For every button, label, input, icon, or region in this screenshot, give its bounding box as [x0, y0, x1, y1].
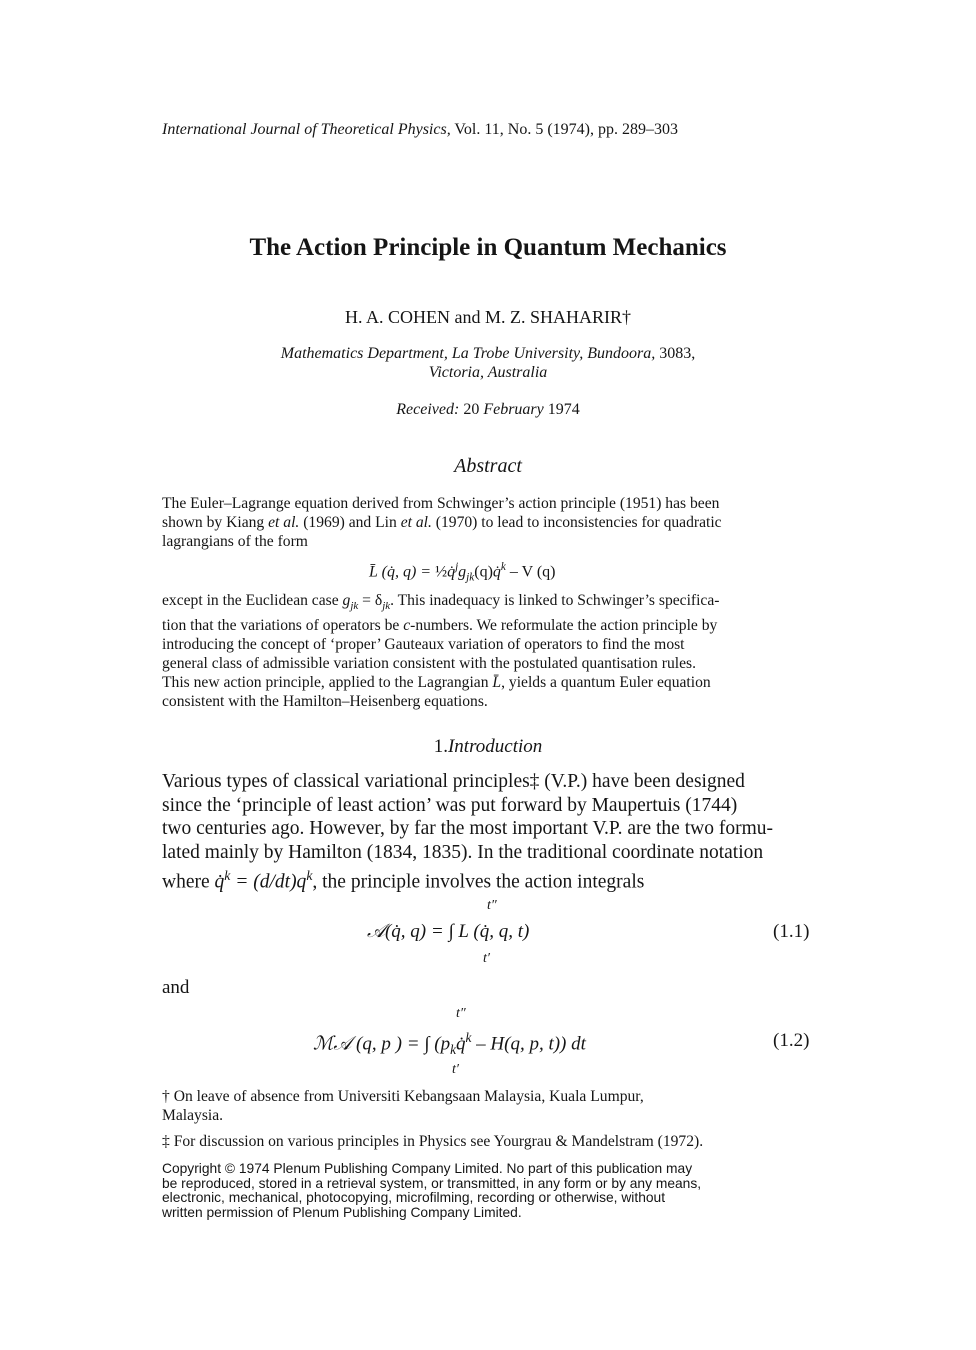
text-span: shown by Kiang	[162, 514, 265, 531]
introduction-paragraph	[162, 770, 773, 894]
copyright-line: be reproduced, stored in a retrieval system, or transmitted, in any form or by any means,	[162, 1175, 702, 1191]
eq-qdot: q̇	[214, 871, 225, 893]
text-span: tion that the variations of operators be	[162, 617, 400, 635]
eq-g: g	[458, 563, 467, 581]
eq-body: – H(q, p, t)) dt	[476, 1033, 586, 1055]
abstract-line: general class of admissible variation consistent with the postulated quantisation rules.	[162, 655, 696, 673]
body-line: Various types of classical variational principles‡ (V.P.) have been designed	[162, 771, 745, 792]
received-date	[0, 401, 976, 419]
eq-equals: =	[362, 592, 371, 609]
integral-sign: ∫	[448, 921, 454, 942]
equation-1-2	[313, 1030, 586, 1058]
eq-rhs: – V (q)	[509, 563, 556, 581]
eq-sup: k	[500, 561, 506, 573]
text-span: except in the Euclidean case	[162, 592, 339, 609]
copyright-line: written permission of Plenum Publishing Company Limited.	[162, 1204, 522, 1220]
received-label: Received:	[396, 401, 460, 418]
received-day: 20	[463, 401, 480, 418]
body-line: lated mainly by Hamilton (1834, 1835). In the traditional coordinate notation	[162, 841, 764, 863]
abstract-paragraph-2	[162, 591, 719, 711]
journal-name: International Journal of Theoretical Physics,	[162, 121, 451, 138]
abstract-line: lagrangians of the form	[162, 533, 308, 550]
eq-qdot: q̇	[492, 563, 501, 581]
section-heading-introduction	[0, 736, 976, 758]
affiliation-line-1	[0, 344, 976, 363]
body-line: since the ‘principle of least action’ was put forward by Maupertuis (1744)	[162, 794, 738, 816]
eq-delta: δ	[374, 592, 383, 609]
connective-text: and	[162, 977, 190, 998]
eq-qdot: q̇	[447, 563, 456, 581]
affiliation-dept: Mathematics Department, La Trobe University, Bundoora,	[280, 345, 656, 362]
eq-body: (p	[434, 1033, 451, 1055]
eq-sup: j	[455, 561, 459, 573]
c-number: c	[403, 617, 411, 635]
eq-lhs: 𝒜(q̇, q) =	[367, 921, 444, 942]
copyright-line: Copyright © 1974 Plenum Publishing Company Limited. No part of this publication may	[162, 1161, 693, 1176]
abstract-line: consistent with the Hamilton–Heisenberg equations.	[162, 693, 488, 711]
authors: H. A. COHEN and M. Z. SHAHARIR†	[344, 307, 631, 327]
affiliation-line-2: Victoria, Australia	[428, 364, 548, 381]
text-span: (1969) and Lin	[303, 514, 397, 531]
text-span: . This inadequacy is linked to Schwinger’s specifica-	[390, 592, 720, 609]
footnote-dagger	[162, 1087, 644, 1125]
abstract-equation	[369, 561, 556, 584]
et-al: et al.	[268, 514, 300, 531]
eq-half: ½	[435, 563, 448, 581]
eq-mid: (q)	[474, 563, 493, 581]
abstract-line	[162, 591, 719, 616]
eq-sup: k	[465, 1030, 472, 1045]
eq1-upper-limit: t″	[487, 898, 497, 913]
text-span: (1970) to lead to inconsistencies for quadratic	[435, 514, 722, 531]
eq-sub: jk	[382, 600, 391, 613]
affiliation	[0, 344, 976, 382]
equation-number-1-1: (1.1)	[773, 921, 810, 942]
equation-number-1-2: (1.2)	[773, 1030, 810, 1051]
eq-sup: k	[224, 868, 231, 883]
eq2-lower-limit: t′	[452, 1062, 459, 1077]
eq2-upper-limit: t″	[456, 1006, 466, 1021]
abstract-line: The Euler–Lagrange equation derived from Schwinger’s action principle (1951) has been	[162, 495, 720, 512]
paper-title: The Action Principle in Quantum Mechanics	[249, 234, 727, 261]
text-span: -numbers. We reformulate the action principle by	[410, 617, 718, 635]
journal-citation	[162, 121, 678, 139]
eq-body: L (q̇, q, t)	[458, 921, 530, 942]
body-line: two centuries ago. However, by far the most important V.P. are the two formu-	[162, 818, 773, 839]
integral-sign: ∫	[424, 1033, 430, 1055]
section-number: 1.	[433, 736, 448, 757]
abstract-line	[162, 513, 722, 532]
footnote-line: † On leave of absence from Universiti Kebangsaan Malaysia, Kuala Lumpur,	[162, 1088, 644, 1105]
abstract-line: introducing the concept of ‘proper’ Gauteaux variation of operators to find the most	[162, 636, 685, 654]
journal-volume: Vol. 11, No. 5 (1974), pp. 289–303	[454, 121, 678, 138]
copyright-notice	[162, 1162, 701, 1220]
eq-lhs: L̄ (q̇, q) =	[369, 563, 432, 581]
copyright-line: electronic, mechanical, photocopying, microfilming, recording or otherwise, without	[162, 1190, 666, 1205]
footnote-line: Malaysia.	[162, 1107, 224, 1124]
eq-derivative: = (d/dt)q	[235, 871, 307, 893]
section-title: Introduction	[447, 736, 543, 757]
equation-1-1	[367, 921, 529, 943]
eq-sub: jk	[350, 600, 359, 613]
eq-lhs: ℳ𝒜 (q, p ) =	[313, 1033, 420, 1055]
eq-sub: jk	[466, 571, 475, 584]
footnote-double-dagger: ‡ For discussion on various principles in Physics see Yourgrau & Mandelstram (1972).	[162, 1133, 704, 1150]
text-span: where	[162, 871, 210, 893]
abstract-heading: Abstract	[454, 455, 522, 477]
eq-g: g	[342, 592, 351, 609]
eq-qdot: q̇	[455, 1033, 466, 1055]
abstract-line	[162, 673, 719, 692]
eq-sub: k	[450, 1042, 456, 1058]
text-span: , the principle involves the action integrals	[312, 871, 645, 893]
abstract-paragraph-1	[162, 494, 722, 551]
received-year: 1974	[547, 401, 580, 418]
received-month: February	[483, 401, 544, 418]
affiliation-postcode: 3083,	[659, 345, 696, 362]
et-al: et al.	[400, 514, 432, 531]
text-span: , yields a quantum Euler equation	[501, 674, 711, 692]
abstract-line	[162, 616, 719, 635]
text-span: This new action principle, applied to the Lagrangian	[162, 674, 489, 692]
eq1-lower-limit: t′	[483, 951, 490, 966]
eq-sup: k	[306, 868, 313, 883]
lagrangian-symbol: L̄	[492, 674, 502, 692]
body-line	[162, 864, 773, 894]
